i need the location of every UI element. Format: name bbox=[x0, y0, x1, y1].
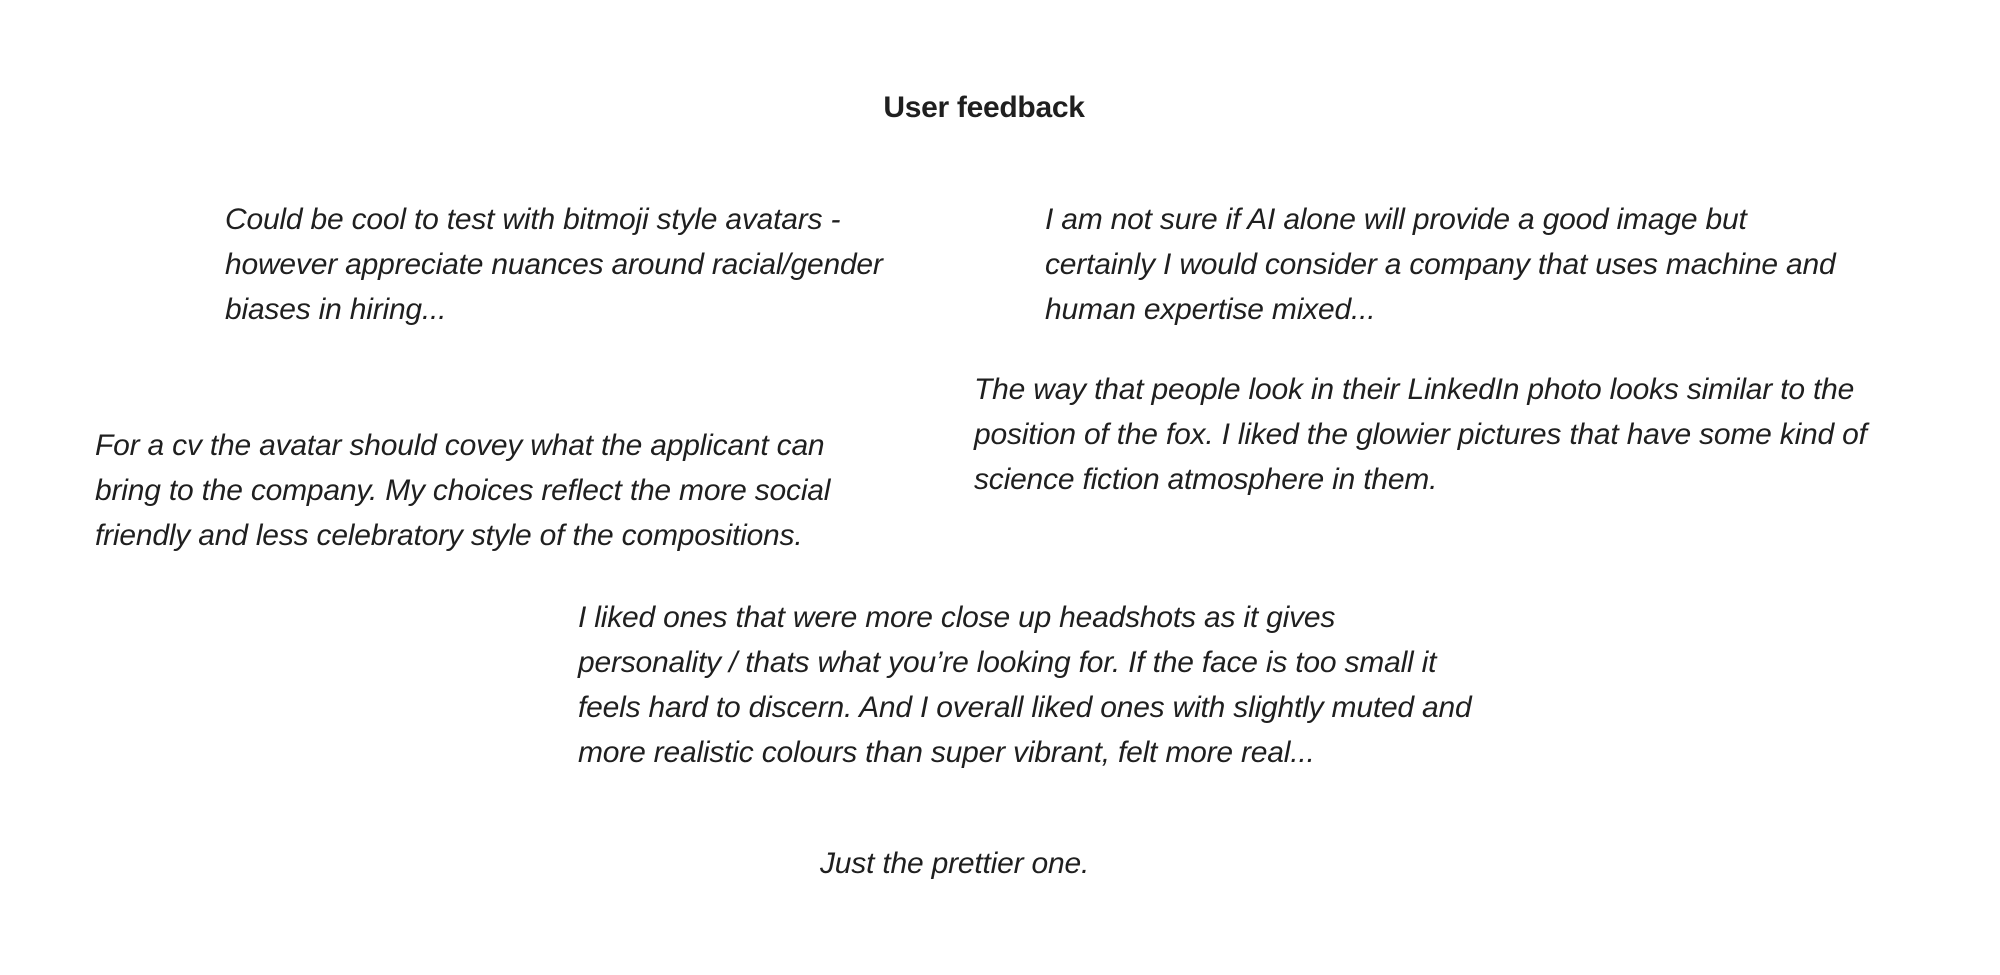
quote-line: biases in hiring... bbox=[225, 293, 447, 326]
quote-line: science fiction atmosphere in them. bbox=[974, 463, 1438, 496]
quote-line: more realistic colours than super vibrant, felt more real... bbox=[578, 736, 1315, 769]
feedback-quote bbox=[225, 197, 883, 332]
feedback-quote bbox=[1045, 197, 1836, 332]
quote-line: human expertise mixed... bbox=[1045, 293, 1376, 326]
feedback-quote bbox=[820, 841, 1089, 886]
quote-line: The way that people look in their LinkedIn photo looks similar to the bbox=[974, 373, 1855, 406]
quote-line: personality / thats what you’re looking for. If the face is too small it bbox=[578, 646, 1437, 679]
quote-line: For a cv the avatar should covey what the applicant can bbox=[95, 429, 825, 462]
quote-line: position of the fox. I liked the glowier pictures that have some kind of bbox=[974, 418, 1867, 451]
quote-line: however appreciate nuances around racial/gender bbox=[225, 248, 883, 281]
quote-line: Could be cool to test with bitmoji style avatars - bbox=[225, 203, 841, 236]
quote-line: friendly and less celebratory style of the compositions. bbox=[95, 519, 803, 552]
quote-line: I am not sure if AI alone will provide a good image but bbox=[1045, 203, 1747, 236]
feedback-quote bbox=[578, 595, 1472, 775]
feedback-quote bbox=[95, 423, 830, 558]
quote-line: bring to the company. My choices reflect the more social bbox=[95, 474, 831, 507]
quote-line: Just the prettier one. bbox=[820, 847, 1090, 880]
quote-line: certainly I would consider a company that uses machine and bbox=[1045, 248, 1836, 281]
page-title: User feedback bbox=[883, 91, 1085, 124]
quote-line: feels hard to discern. And I overall liked ones with slightly muted and bbox=[578, 691, 1472, 724]
quote-line: I liked ones that were more close up headshots as it gives bbox=[578, 601, 1336, 634]
feedback-quote bbox=[974, 367, 1867, 502]
